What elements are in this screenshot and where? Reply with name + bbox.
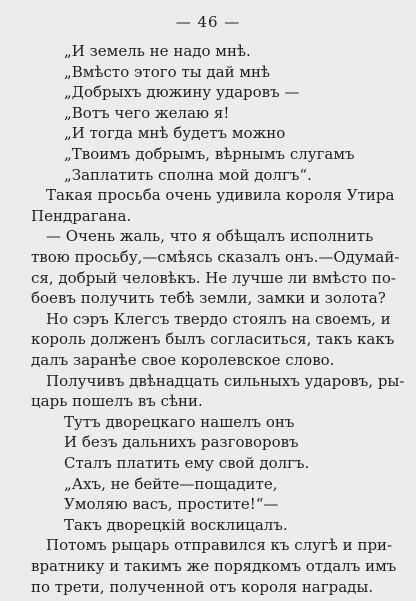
- verse-line: „Твоимъ добрымъ, вѣрнымъ слугамъ: [64, 145, 355, 163]
- verse-line: И безъ дальнихъ разговоровъ: [64, 433, 299, 452]
- paragraph-line: царь пошелъ въ сѣни.: [31, 392, 203, 411]
- paragraph-line: далъ заранѣе свое королевское слово.: [31, 351, 335, 369]
- paragraph-line: по трети, полученной отъ короля награды.: [31, 577, 374, 596]
- verse-line: Умоляю васъ, простите!“—: [64, 495, 279, 514]
- page-number: — 46 —: [175, 13, 241, 31]
- paragraph-line: Получивъ двѣнадцать сильныхъ ударовъ, ры-: [46, 371, 405, 390]
- verse-line: „Ахъ, не бейте—пощадите,: [64, 474, 278, 493]
- paragraph-line: ся, добрый человѣкъ. Не лучше ли вмѣсто по-: [31, 268, 396, 287]
- verse-line: „Вмѣсто этого ты дай мнѣ: [64, 62, 271, 81]
- paragraph-line: Такая просьба очень удивила короля Утира: [46, 186, 395, 205]
- paragraph-line: Потомъ рыцарь отправился къ слугѣ и при-: [46, 536, 393, 555]
- verse-line: „Заплатить сполна мой долгъ“.: [64, 165, 312, 184]
- verse-line: „Вотъ чего желаю я!: [64, 103, 230, 122]
- verse-line: „Добрыхъ дюжину ударовъ —: [64, 83, 300, 102]
- paragraph-line: твою просьбу,—смѣясь сказалъ онъ.—Одумай-: [31, 248, 400, 266]
- paragraph-line: боевъ получить тебѣ земли, замки и золота?: [31, 289, 386, 308]
- verse-line: Тутъ дворецкаго нашелъ онъ: [64, 412, 295, 431]
- verse-line: Такъ дворецкій восклицалъ.: [64, 515, 288, 534]
- paragraph-line: король долженъ былъ согласиться, такъ какъ: [31, 330, 395, 349]
- paragraph-line: вратнику и такимъ же порядкомъ отдалъ имъ: [31, 557, 397, 575]
- verse-line: „И тогда мнѣ будетъ можно: [64, 124, 286, 143]
- verse-line: Сталъ платить ему свой долгъ.: [64, 454, 310, 472]
- paragraph-line: Пендрагана.: [31, 206, 132, 225]
- paragraph-line: — Очень жаль, что я обѣщалъ исполнить: [46, 227, 374, 246]
- paragraph-line: Но сэръ Клегсъ твердо стоялъ на своемъ, и: [46, 309, 391, 328]
- verse-line: „И земель не надо мнѣ.: [64, 42, 251, 60]
